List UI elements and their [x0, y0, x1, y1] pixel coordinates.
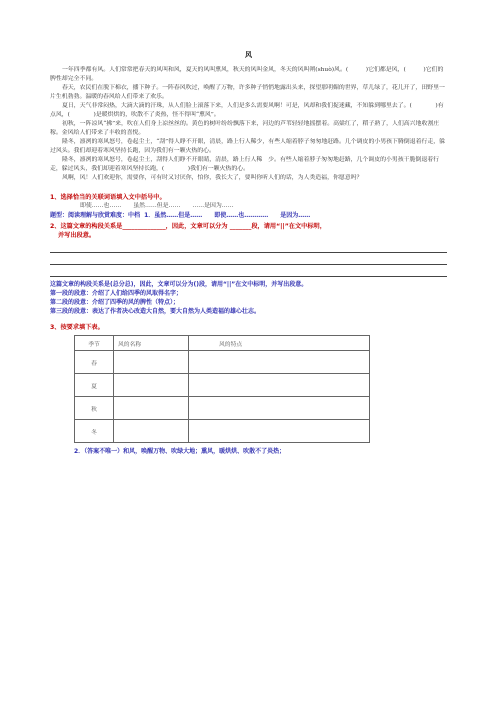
question-1-heading: 1、选择恰当的关联词语填入文中括号中。 [50, 194, 166, 201]
feature-cell[interactable] [189, 420, 370, 443]
question-2-heading: 2、这篇文章的构段关系是______________，因此，文章可以分为 _______段，请用“||”在文中标明， [50, 223, 326, 230]
paragraph-6: 隆冬，凛冽的寒风怒号，卷起尘土，刮得人们睁不开眼睛，清晨，路上行人稀 少。有些人缩着脖子匆匆地赶路，几个调皮的小男孩干脆倒退着行走，躲过风头，我们却迎着寒风坚持长跑，( )我们有一颗火热的心。 [50, 157, 439, 172]
table-row [75, 397, 370, 420]
fill-table [74, 335, 370, 443]
option-1: 即使……也…… [80, 203, 122, 209]
season-cell: 春 [75, 351, 114, 374]
name-cell[interactable] [114, 351, 189, 374]
answer-section-2: 第二段的段意：介绍了四季的风的脾性（特点）； [50, 299, 180, 306]
article-title: 风 [245, 50, 252, 59]
feature-cell[interactable] [189, 397, 370, 420]
question-3-heading: 3、按要求填下表。 [50, 324, 104, 331]
table-header-row [75, 336, 370, 351]
question-1-options [80, 202, 447, 211]
answer-line-3[interactable] [50, 268, 447, 277]
paragraph-2: 春天，农民们在脱下棉衣，播下种子。一阵春风吹过，唤醒了万物，许多种子悄悄地露出头来，探望那明媚的世界，草儿绿了，花儿开了，田野里一片生机勃勃。温暖的春风给人们带来了欢乐。 [50, 85, 445, 100]
name-cell[interactable] [114, 374, 189, 397]
paragraph-7: 风啊，风！人们欢迎你，需要你，可有时又讨厌你，怕你，我长大了，要叫你听人们的话，为人类造福，你愿意吗？ [62, 175, 363, 181]
name-cell[interactable] [114, 397, 189, 420]
name-cell[interactable] [114, 420, 189, 443]
season-cell: 冬 [75, 420, 114, 443]
paragraph-5: 隆冬，凛冽的寒风怒号，卷起尘土，“刮”得人睁不开眼，清晨，路上行人稀少，有些人缩着脖子匆匆地赶路。几个调皮的小男孩下腾倒退着行走，躲过风头。我们却迎着寒风坚持长跑，因为我们有一颗火热的心。 [50, 139, 446, 154]
paragraph-3: 夏日，天气非常闷热，大滴大滴的汗珠，从人们脸上滚落下来，人们是多么需要风啊！可是，风却和我们捉迷藏，不知躲到哪里去了。( )有点风，( )是暖烘烘的，吹散不了炎热，怪不得叫“熏风”。 [50, 103, 444, 118]
column-wind-name: 风的名称 [114, 336, 189, 351]
question-1-answer: 题型：阅读理解与欣赏难度：中档 1．虽然……但是…… 即使……也………… 是因为…… [50, 212, 311, 219]
question-2-answer [50, 280, 447, 316]
question-3-answer: 2．（答案不唯一）和风，唤醒万物、吹绿大地；熏风，暖烘烘、吹散不了炎热； [74, 448, 286, 455]
answer-section-3: 第三段的段意：表达了作者决心改造大自然，要大自然为人类造福的雄心壮志。 [50, 308, 261, 315]
paragraph-1: 一年四季都有风。人们常常把春天的风叫和风，夏天的风叫熏风，秋天的风叫金风，冬天的风叫朔(shuò)风。( )它们都是风，( )它们的脾性却完全不同。 [50, 67, 444, 82]
answer-line-2[interactable] [50, 256, 447, 265]
option-2: 虽然……但是…… [133, 203, 181, 209]
feature-cell[interactable] [189, 351, 370, 374]
feature-cell[interactable] [189, 374, 370, 397]
option-3: ……是因为…… [192, 203, 234, 209]
answer-structure: 这篇文章的构段关系是(总分总)，因此，文章可以分为()段，请用“||”在文中标明，并写出段意。 [50, 281, 308, 288]
paragraph-4: 初秋，一阵凉风“拂”来，吹在人们身上凉丝丝的。黄色的树叶纷纷飘落下来，河边的芦苇轻轻地摇摆着。高粱红了，稻子熟了，人们高兴地收割庄稼。金风给人们带来了丰收的喜悦。 [50, 121, 440, 136]
answer-line-1[interactable] [50, 244, 447, 253]
season-cell: 秋 [75, 397, 114, 420]
table-row [75, 420, 370, 443]
answer-section-1: 第一段的段意：介绍了人们给四季的风取得名字； [50, 290, 183, 297]
table-row [75, 351, 370, 374]
table-row [75, 374, 370, 397]
season-cell: 夏 [75, 374, 114, 397]
question-2-heading-cont: 并写出段意。 [58, 232, 96, 239]
column-season: 季节 [75, 336, 114, 351]
answer-lines [50, 244, 447, 277]
document-page [50, 50, 447, 456]
column-wind-feature: 风的特点 [189, 336, 370, 351]
